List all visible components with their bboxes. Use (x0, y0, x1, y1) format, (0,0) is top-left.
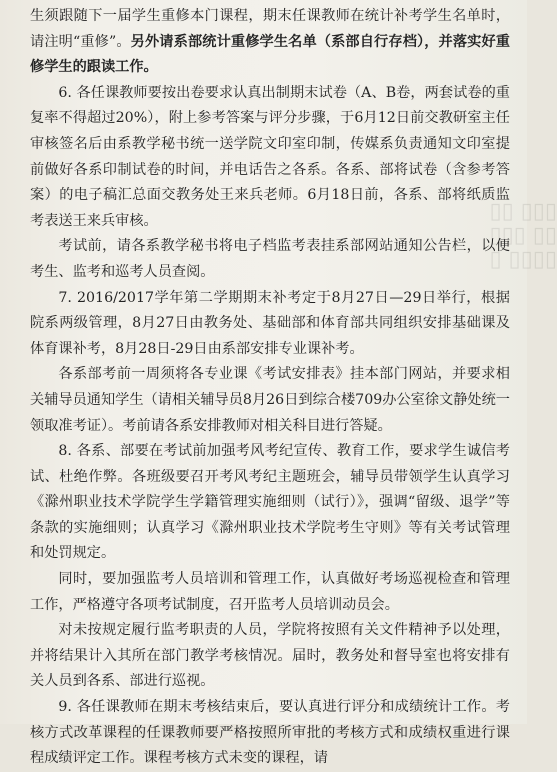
text-run: 对未按规定履行监考职责的人员，学院将按照有关文件精神予以处理，并将结果计入其所在部门教学考核情况。届时，教务处和督导室也将安排有关人员到各系、部进行巡视。 (30, 622, 510, 690)
text-run: 各系部考前一周须将各专业课《考试安排表》挂本部门网站，并要求相关辅导员通知学生（请相关辅导员8月26日到综合楼709办公室徐文静处统一领取准考证）。考前请各系安排教师对相关科目进行答疑。 (30, 366, 510, 434)
paragraph (30, 286, 510, 363)
text-run: 7. 2016/2017学年第二学期期末补考定于8月27日—29日举行，根据院系两级管理，8月27日由教务处、基础部和体育部共同组织安排基础课及体育课补考，8月28日-29日由系部安排专业课补考。 (30, 289, 510, 357)
text-run: 生须跟随下一届学生重修本门课程，期末任课教师在统计补考学生名单时，请注明“重修”。 (30, 8, 510, 50)
paragraph (30, 618, 510, 695)
document-body (30, 4, 510, 772)
paragraph (30, 234, 510, 285)
text-run: 8. 各系、部要在考试前加强考风考纪宣传、教育工作，要求学生诚信考试、杜绝作弊。各班级要召开考风考纪主题班会，辅导员带领学生认真学习《滁州职业技术学院学生学籍管理实施细则（试行）》，强调“留级、退学”等条款的实施细则；认真学习《滁州职业技术学院考生守则》等有关考试管理和处罚规定。 (30, 443, 510, 562)
bold-text-run: 另外请系部统计重修学生名单（系部自行存档），并落实好重修学生的跟读工作。 (30, 33, 510, 76)
paragraph (30, 567, 510, 618)
text-run: 9. 各任课教师在期末考核结束后，要认真进行评分和成绩统计工作。考核方式改革课程的任课教师要严格按照所审批的考核方式和成绩权重进行课程成绩评定工作。课程考核方式未变的课程，请 (30, 699, 510, 767)
show-through-text: ▯▯▯ ▯▯ ▯▯ ▯▯▯ ▯▯▯▯ ▯ (489, 199, 557, 272)
paragraph (30, 362, 510, 439)
text-run: 考试前，请各系教学秘书将电子档监考表挂系部网站通知公告栏，以便考生、监考和巡考人员查阅。 (30, 238, 510, 280)
text-run: 同时，要加强监考人员培训和管理工作，认真做好考场巡视检查和管理工作，严格遵守各项考试制度，召开监考人员培训动员会。 (30, 571, 510, 613)
paragraph (30, 4, 510, 81)
paragraph (30, 695, 510, 772)
paragraph (30, 439, 510, 567)
paragraph (30, 81, 510, 235)
text-run: 6. 各任课教师要按出卷要求认真出制期末试卷（A、B卷，两套试卷的重复率不得超过20%），附上参考答案与评分步骤，于6月12日前交教研室主任审核签名后由系教学秘书统一送学院文印室印制，传媒系负责通知文印室提前做好各系印制试卷的时间，并电话告之各系。各系、部将试卷（含参考答案）的电子稿汇总面交教务处王来兵老师。6月18日前，各系、部将纸质监考表送王来兵审核。 (30, 84, 510, 229)
